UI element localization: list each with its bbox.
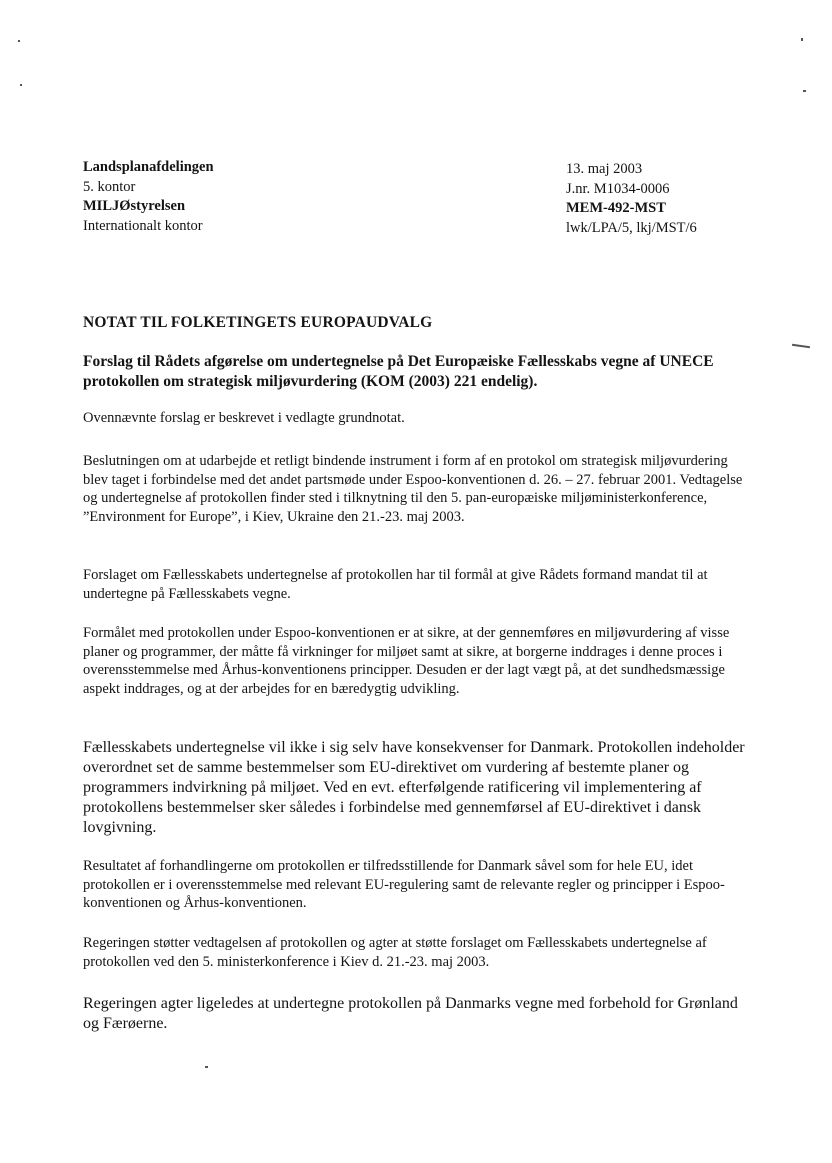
case-reference: lwk/LPA/5, lkj/MST/6 xyxy=(566,219,697,236)
scan-streak xyxy=(792,344,810,348)
journal-number: J.nr. M1034-0006 xyxy=(566,180,670,197)
paragraph-results: Resultatet af forhandlingerne om protokollen er tilfredsstillende for Danmark såvel som for hele EU, idet protokollen er i overensstemmelse med relevant EU-regulering samt de relevante regler og principper i Espoo-konventionen og Århus-konventionen. xyxy=(83,858,725,911)
sender-unit: Internationalt kontor xyxy=(83,217,203,234)
paragraph-government-support: Regeringen støtter vedtagelsen af protokollen og agter at støtte forslaget om Fællesskabets undertegnelse af protokollen ved den 5. ministerkonference i Kiev d. 21.-23. maj 2003. xyxy=(83,935,707,970)
paragraph-background: Beslutningen om at udarbejde et retligt bindende instrument i form af en protokol om strategisk miljøvurdering blev taget i forbindelse med det andet partsmøde under Espoo-konventionen d. 26. – 27. februar 2001. Vedtagelse og undertegnelse af protokollen finder sted i tilknytning til den 5. pan-europæiske miljøministerkonference, ”Environment for Europe”, i Kiev, Ukraine den 21.-23. maj 2003. xyxy=(83,453,743,525)
document-date: 13. maj 2003 xyxy=(566,161,643,177)
paragraph-intro: Ovennævnte forslag er beskrevet i vedlagte grundnotat. xyxy=(83,410,405,426)
scan-speck xyxy=(18,40,20,42)
scan-speck xyxy=(803,90,806,92)
scan-speck xyxy=(205,1066,208,1068)
scan-speck xyxy=(801,38,803,41)
sender-office: 5. kontor xyxy=(83,178,136,195)
document-title: NOTAT TIL FOLKETINGETS EUROPAUDVALG xyxy=(83,314,433,331)
paragraph-government-signature: Regeringen agter ligeledes at undertegne protokollen på Danmarks vegne med forbehold for Grønland og Færøerne. xyxy=(83,995,738,1032)
paragraph-purpose-proposal: Forslaget om Fællesskabets undertegnelse af protokollen har til formål at give Rådets formand mandat til at undertegne på Fællesskabets vegne. xyxy=(83,567,708,602)
paragraph-purpose-protocol: Formålet med protokollen under Espoo-konventionen er at sikre, at der gennemføres en miljøvurdering af visse planer og programmer, der måtte få virkninger for miljøet samt at sikre, at borgerne inddrages i denne proces i overensstemmelse med Århus-konventionens principper. Desuden er der lagt vægt på, at det sundhedsmæssige aspekt inddrages, og at der arbejdes for en bæredygtig udvikling. xyxy=(83,625,730,697)
document-code: MEM-492-MST xyxy=(566,200,666,216)
scan-speck xyxy=(20,84,22,86)
sender-block xyxy=(83,158,214,236)
reference-block xyxy=(566,160,697,238)
sender-agency: MILJØstyrelsen xyxy=(83,198,186,214)
paragraph-consequences: Fællesskabets undertegnelse vil ikke i sig selv have konsekvenser for Danmark. Protokollen indeholder overordnet set de samme bestemmelser som EU-direktivet om vurdering af bestemte planer og programmers indvirkning på miljøet. Ved en evt. efterfølgende ratificering vil implementering af protokollens bestemmelser sker således i forbindelse med gennemførsel af EU-direktivet i dansk lovgivning. xyxy=(83,739,745,836)
sender-department: Landsplanafdelingen xyxy=(83,159,214,175)
document-subject: Forslag til Rådets afgørelse om undertegnelse på Det Europæiske Fællesskabs vegne af UNECE protokollen om strategisk miljøvurdering (KOM (2003) 221 endelig). xyxy=(83,353,714,390)
